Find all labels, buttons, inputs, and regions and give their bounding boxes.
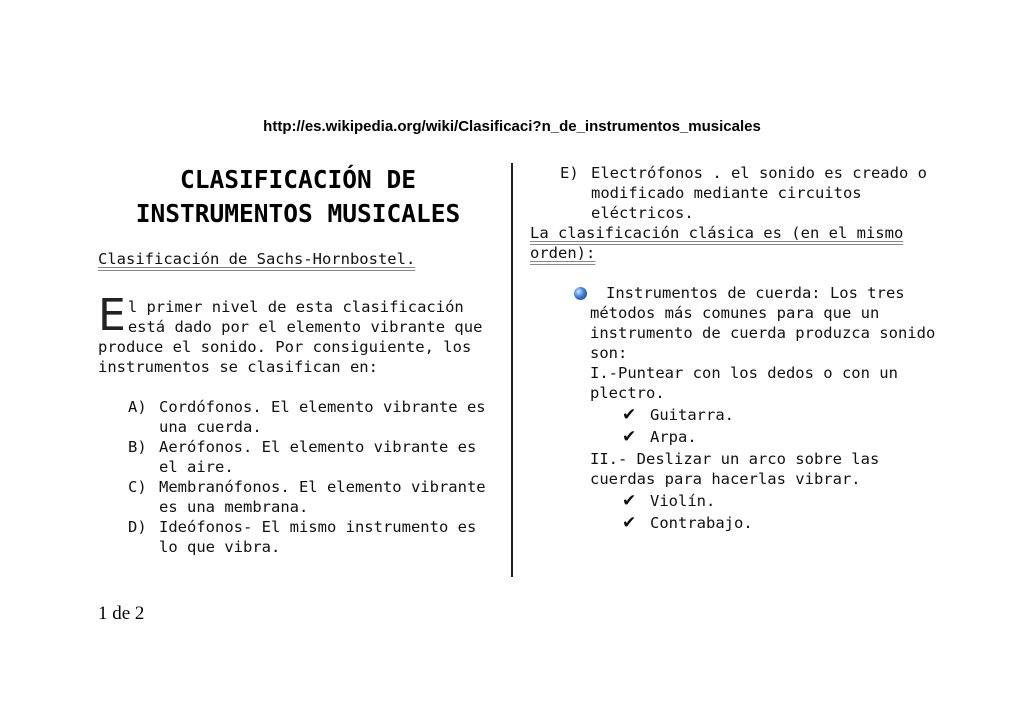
check-list-item (574, 427, 950, 447)
subtitle-classic: La clasificación clásica es (en el mismo orden): (530, 224, 904, 262)
check-mark-icon: ✔ (622, 513, 637, 533)
check-item-text: Arpa. (650, 428, 697, 446)
list-item (530, 163, 950, 223)
list-text: Ideófonos- El mismo instrumento es lo que vibra. (159, 518, 477, 556)
intro-paragraph (98, 290, 498, 377)
left-column (98, 163, 498, 557)
list-item (98, 517, 498, 557)
check-mark-icon: ✔ (622, 427, 637, 447)
source-url: http://es.wikipedia.org/wiki/Clasificaci?n_de_instrumentos_musicales (263, 118, 761, 135)
list-text: Membranófonos. El elemento vibrante es una membrana. (159, 478, 486, 516)
subtitle-sachs-hornbostel: Clasificación de Sachs-Hornbostel. (98, 250, 416, 268)
list-item (98, 437, 498, 477)
intro-text: l primer nivel de esta clasificación está dado por el elemento vibrante que produce el sonido. Por consiguiente, los instrumentos se clasifican en: (98, 298, 483, 376)
list-marker: B) (128, 438, 147, 456)
bullet-text: métodos más comunes para que un instrumento de cuerda produzca sonido son: (590, 304, 936, 362)
bullet-heading: Instrumentos de cuerda: Los tres (606, 284, 905, 302)
check-mark-icon: ✔ (622, 491, 637, 511)
string-instruments-block (530, 283, 950, 533)
blue-ball-bullet-icon (574, 287, 587, 300)
check-mark-icon: ✔ (622, 405, 637, 425)
method-1: I.-Puntear con los dedos o con un plectro. (590, 364, 898, 402)
title-line-1: CLASIFICACIÓN DE (179, 165, 416, 194)
check-item-text: Guitarra. (650, 406, 734, 424)
check-item-text: Contrabajo. (650, 514, 753, 532)
list-text: Aerófonos. El elemento vibrante es el aire. (159, 438, 477, 476)
list-item (98, 397, 498, 437)
list-marker: A) (128, 398, 147, 416)
method-2: II.- Deslizar un arco sobre las cuerdas para hacerlas vibrar. (590, 450, 880, 488)
column-divider (511, 163, 513, 577)
check-list-item (574, 513, 950, 533)
list-marker: D) (128, 518, 147, 536)
list-marker: C) (128, 478, 147, 496)
list-text: Electrófonos . el sonido es creado o modificado mediante circuitos eléctricos. (591, 164, 927, 222)
right-column (530, 163, 950, 535)
check-list-item (574, 405, 950, 425)
drop-cap: E (98, 290, 126, 341)
classification-list (98, 397, 498, 557)
document-title (98, 163, 498, 231)
list-text: Cordófonos. El elemento vibrante es una cuerda. (159, 398, 486, 436)
page-number: 1 de 2 (98, 603, 145, 624)
list-item (98, 477, 498, 517)
title-line-2: INSTRUMENTOS MUSICALES (135, 199, 461, 228)
check-item-text: Violín. (650, 492, 716, 510)
check-list-item (574, 491, 950, 511)
list-marker: E) (560, 164, 579, 182)
